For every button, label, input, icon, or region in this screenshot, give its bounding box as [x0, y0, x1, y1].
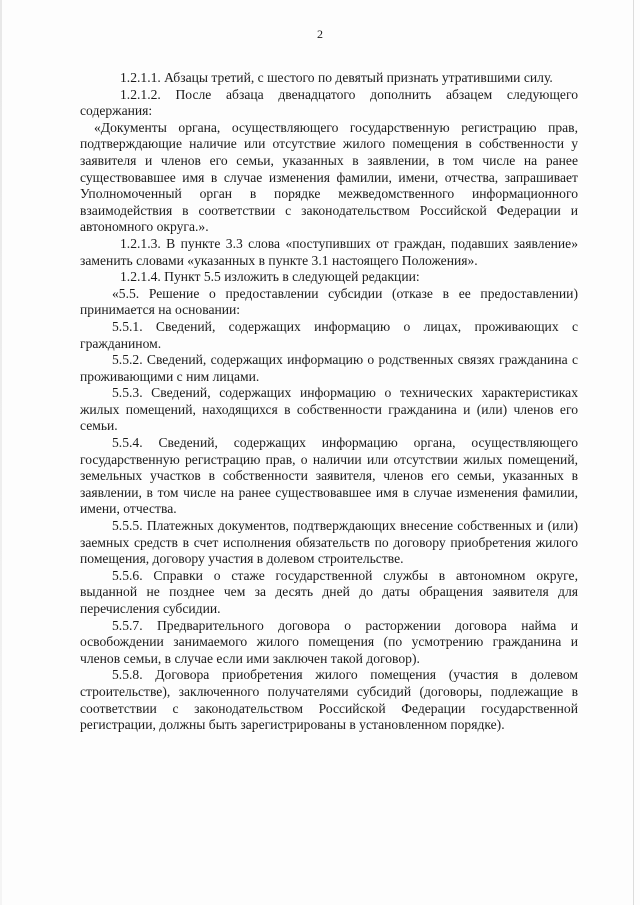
paragraph-5-5-1: 5.5.1. Сведений, содержащих информацию о лицах, проживающих с гражданином.	[80, 318, 578, 351]
paragraph-1-2-1-1: 1.2.1.1. Абзацы третий, с шестого по девятый признать утратившими силу.	[120, 70, 553, 85]
paragraph-5-5-8: 5.5.8. Договора приобретения жилого помещения (участия в долевом строительстве), заключенного получателями субсидий (договоры, подлежащие в соответствии с законодательством Российской Федерации государственной регистрации, должны быть зарегистрированы в установленном порядке).	[80, 667, 578, 733]
paragraph-5-5-2: 5.5.2. Сведений, содержащих информацию о родственных связях гражданина с проживающими с ним лицами.	[80, 352, 578, 384]
paragraph-5-5-5: 5.5.5. Платежных документов, подтверждающих внесение собственных и (или) заемных средств в счет исполнения обязательств по договору приобретения жилого помещения, договору участия в долевом строительстве.	[80, 518, 578, 567]
paragraph-5-5-7: 5.5.7. Предварительного договора о расторжении договора найма и освобождении занимаемого жилого помещения (по усмотрению гражданина и членов семьи, в случае если ими заключен такой договор).	[80, 617, 578, 666]
paragraph-quoted-documents: «Документы органа, осуществляющего государственную регистрацию прав, подтверждающие наличие или отсутствие жилого помещения в собственности у заявителя и членов его семьи, указанных в заявлении, в том числе на ранее существовавшее имя в случае изменения фамилии, имени, отчества, запрашивает Уполномоченный орган в порядке межведомственного информационного взаимодействия в соответствии с законодательством Российской Федерации и автономного округа.».	[80, 119, 578, 235]
page-number: 2	[317, 27, 323, 41]
scan-edge-left	[0, 0, 2, 905]
paragraph-5-5-4: 5.5.4. Сведений, содержащих информацию органа, осуществляющего государственную регистрацию прав, о наличии или отсутствии жилых помещений, земельных участков в собственности заявителя, членов его семьи, указанных в заявлении, в том числе на ранее существовавшее имя в случае изменения фамилии, имени, отчества.	[80, 435, 578, 517]
paragraph-1-2-1-4: 1.2.1.4. Пункт 5.5 изложить в следующей редакции:	[120, 269, 420, 285]
paragraph-1-2-1-2: 1.2.1.2. После абзаца двенадцатого дополнить абзацем следующего содержания:	[80, 86, 578, 119]
scan-edge-right	[633, 0, 634, 905]
paragraph-5-5-6: 5.5.6. Справки о стаже государственной службы в автономном округе, выданной не позднее чем за десять дней до даты обращения заявителя для перечисления субсидии.	[80, 567, 578, 616]
paragraph-1-2-1-3: 1.2.1.3. В пункте 3.3 слова «поступивших от граждан, подавших заявление» заменить словами «указанных в пункте 3.1 настоящего Положения».	[80, 235, 578, 268]
document-body	[80, 70, 578, 734]
paragraph-5-5-3: 5.5.3. Сведений, содержащих информацию о технических характеристиках жилых помещений, находящихся в собственности гражданина и (или) членов его семьи.	[80, 385, 578, 434]
paragraph-5-5: «5.5. Решение о предоставлении субсидии (отказе в ее предоставлении) принимается на основании:	[80, 285, 578, 318]
